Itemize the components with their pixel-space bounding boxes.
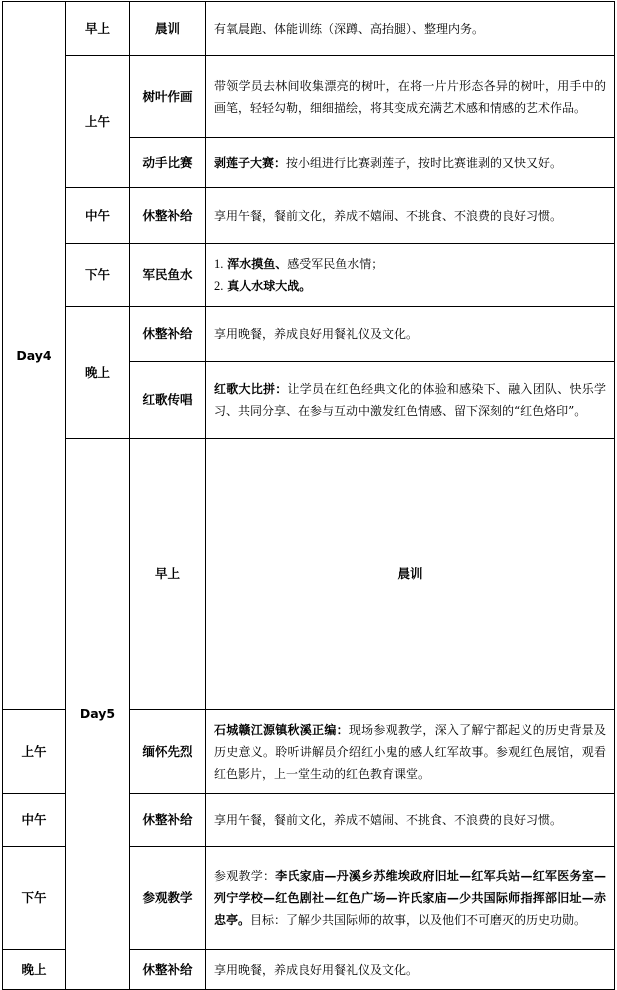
activity-name: 参观教学 bbox=[130, 847, 206, 950]
time-slot: 中午 bbox=[66, 188, 130, 244]
activity-name: 军民鱼水 bbox=[130, 244, 206, 307]
activity-desc: 带领学员去林间收集漂亮的树叶，在将一片片形态各异的树叶，用手中的画笔，轻轻勾勒，细细描绘，将其变成充满艺术感和情感的艺术作品。 bbox=[206, 56, 615, 138]
time-slot: 早上 bbox=[130, 439, 206, 710]
activity-name: 动手比赛 bbox=[130, 138, 206, 188]
activity-desc: 有氧晨跑、体能训练（深蹲、高抬腿）、整理内务。 bbox=[206, 2, 615, 56]
activity-name: 休整补给 bbox=[130, 188, 206, 244]
activity-name: 树叶作画 bbox=[130, 56, 206, 138]
day5-label: Day5 bbox=[66, 439, 130, 990]
highlight-text: 石城赣江源镇秋溪正编： bbox=[214, 722, 349, 737]
list-item: 1. 浑水摸鱼、感受军民鱼水情； bbox=[214, 257, 384, 271]
time-slot: 下午 bbox=[3, 847, 66, 950]
activity-desc: 享用晚餐，养成良好用餐礼仪及文化。 bbox=[206, 307, 615, 362]
activity-desc: 享用晚餐，养成良好用餐礼仪及文化。 bbox=[206, 950, 615, 990]
desc-text: 目标：了解少共国际师的故事，以及他们不可磨灭的历史功勋。 bbox=[250, 913, 587, 927]
time-slot: 中午 bbox=[3, 794, 66, 847]
activity-desc bbox=[206, 244, 615, 307]
list-item: 2. 真人水球大战。 bbox=[214, 279, 312, 293]
activity-name: 晨训 bbox=[206, 439, 615, 710]
activity-name: 红歌传唱 bbox=[130, 362, 206, 439]
activity-desc bbox=[206, 138, 615, 188]
time-slot: 下午 bbox=[66, 244, 130, 307]
day4-label: Day4 bbox=[3, 2, 66, 710]
activity-name: 休整补给 bbox=[130, 307, 206, 362]
desc-prefix: 参观教学： bbox=[214, 869, 276, 883]
highlight-text: 李氏家庙—丹溪乡苏维埃政府旧址—红军兵站—红军医务室—列宁学校—红色剧社—红色广场—许氏家庙—少共国际师指挥部旧址—赤忠亭。 bbox=[214, 869, 606, 927]
highlight-text: 剥莲子大赛： bbox=[214, 155, 287, 170]
activity-name: 晨训 bbox=[130, 2, 206, 56]
table-row bbox=[3, 307, 615, 362]
time-slot: 晚上 bbox=[3, 950, 66, 990]
table-row bbox=[3, 2, 615, 56]
activity-name: 缅怀先烈 bbox=[130, 710, 206, 794]
desc-text: 现场参观教学，深入了解宁都起义的历史背景及历史意义。聆听讲解员介绍红小鬼的感人红军故事。参观红色展馆，观看红色影片，上一堂生动的红色教育课堂。 bbox=[214, 722, 606, 781]
activity-desc: 享用午餐，餐前文化，养成不嬉闹、不挑食、不浪费的良好习惯。 bbox=[206, 188, 615, 244]
activity-name: 休整补给 bbox=[130, 794, 206, 847]
time-slot: 早上 bbox=[66, 2, 130, 56]
activity-desc bbox=[206, 362, 615, 439]
table-row bbox=[3, 244, 615, 307]
activity-name: 休整补给 bbox=[130, 950, 206, 990]
activity-desc: 享用午餐，餐前文化，养成不嬉闹、不挑食、不浪费的良好习惯。 bbox=[206, 794, 615, 847]
highlight-text: 红歌大比拼： bbox=[214, 382, 288, 396]
table-row bbox=[3, 56, 615, 138]
activity-desc bbox=[206, 847, 615, 950]
table-row bbox=[3, 188, 615, 244]
time-slot: 上午 bbox=[66, 56, 130, 188]
desc-text: 让学员在红色经典文化的体验和感染下、融入团队、快乐学习、共同分享、在参与互动中激发红色情感、留下深刻的“红色烙印”。 bbox=[214, 382, 606, 418]
desc-text: 按小组进行比赛剥莲子，按时比赛谁剥的又快又好。 bbox=[286, 155, 563, 170]
time-slot: 上午 bbox=[3, 710, 66, 794]
activity-desc bbox=[206, 710, 615, 794]
table-row bbox=[3, 439, 615, 710]
schedule-table bbox=[2, 1, 615, 990]
time-slot: 晚上 bbox=[66, 307, 130, 439]
